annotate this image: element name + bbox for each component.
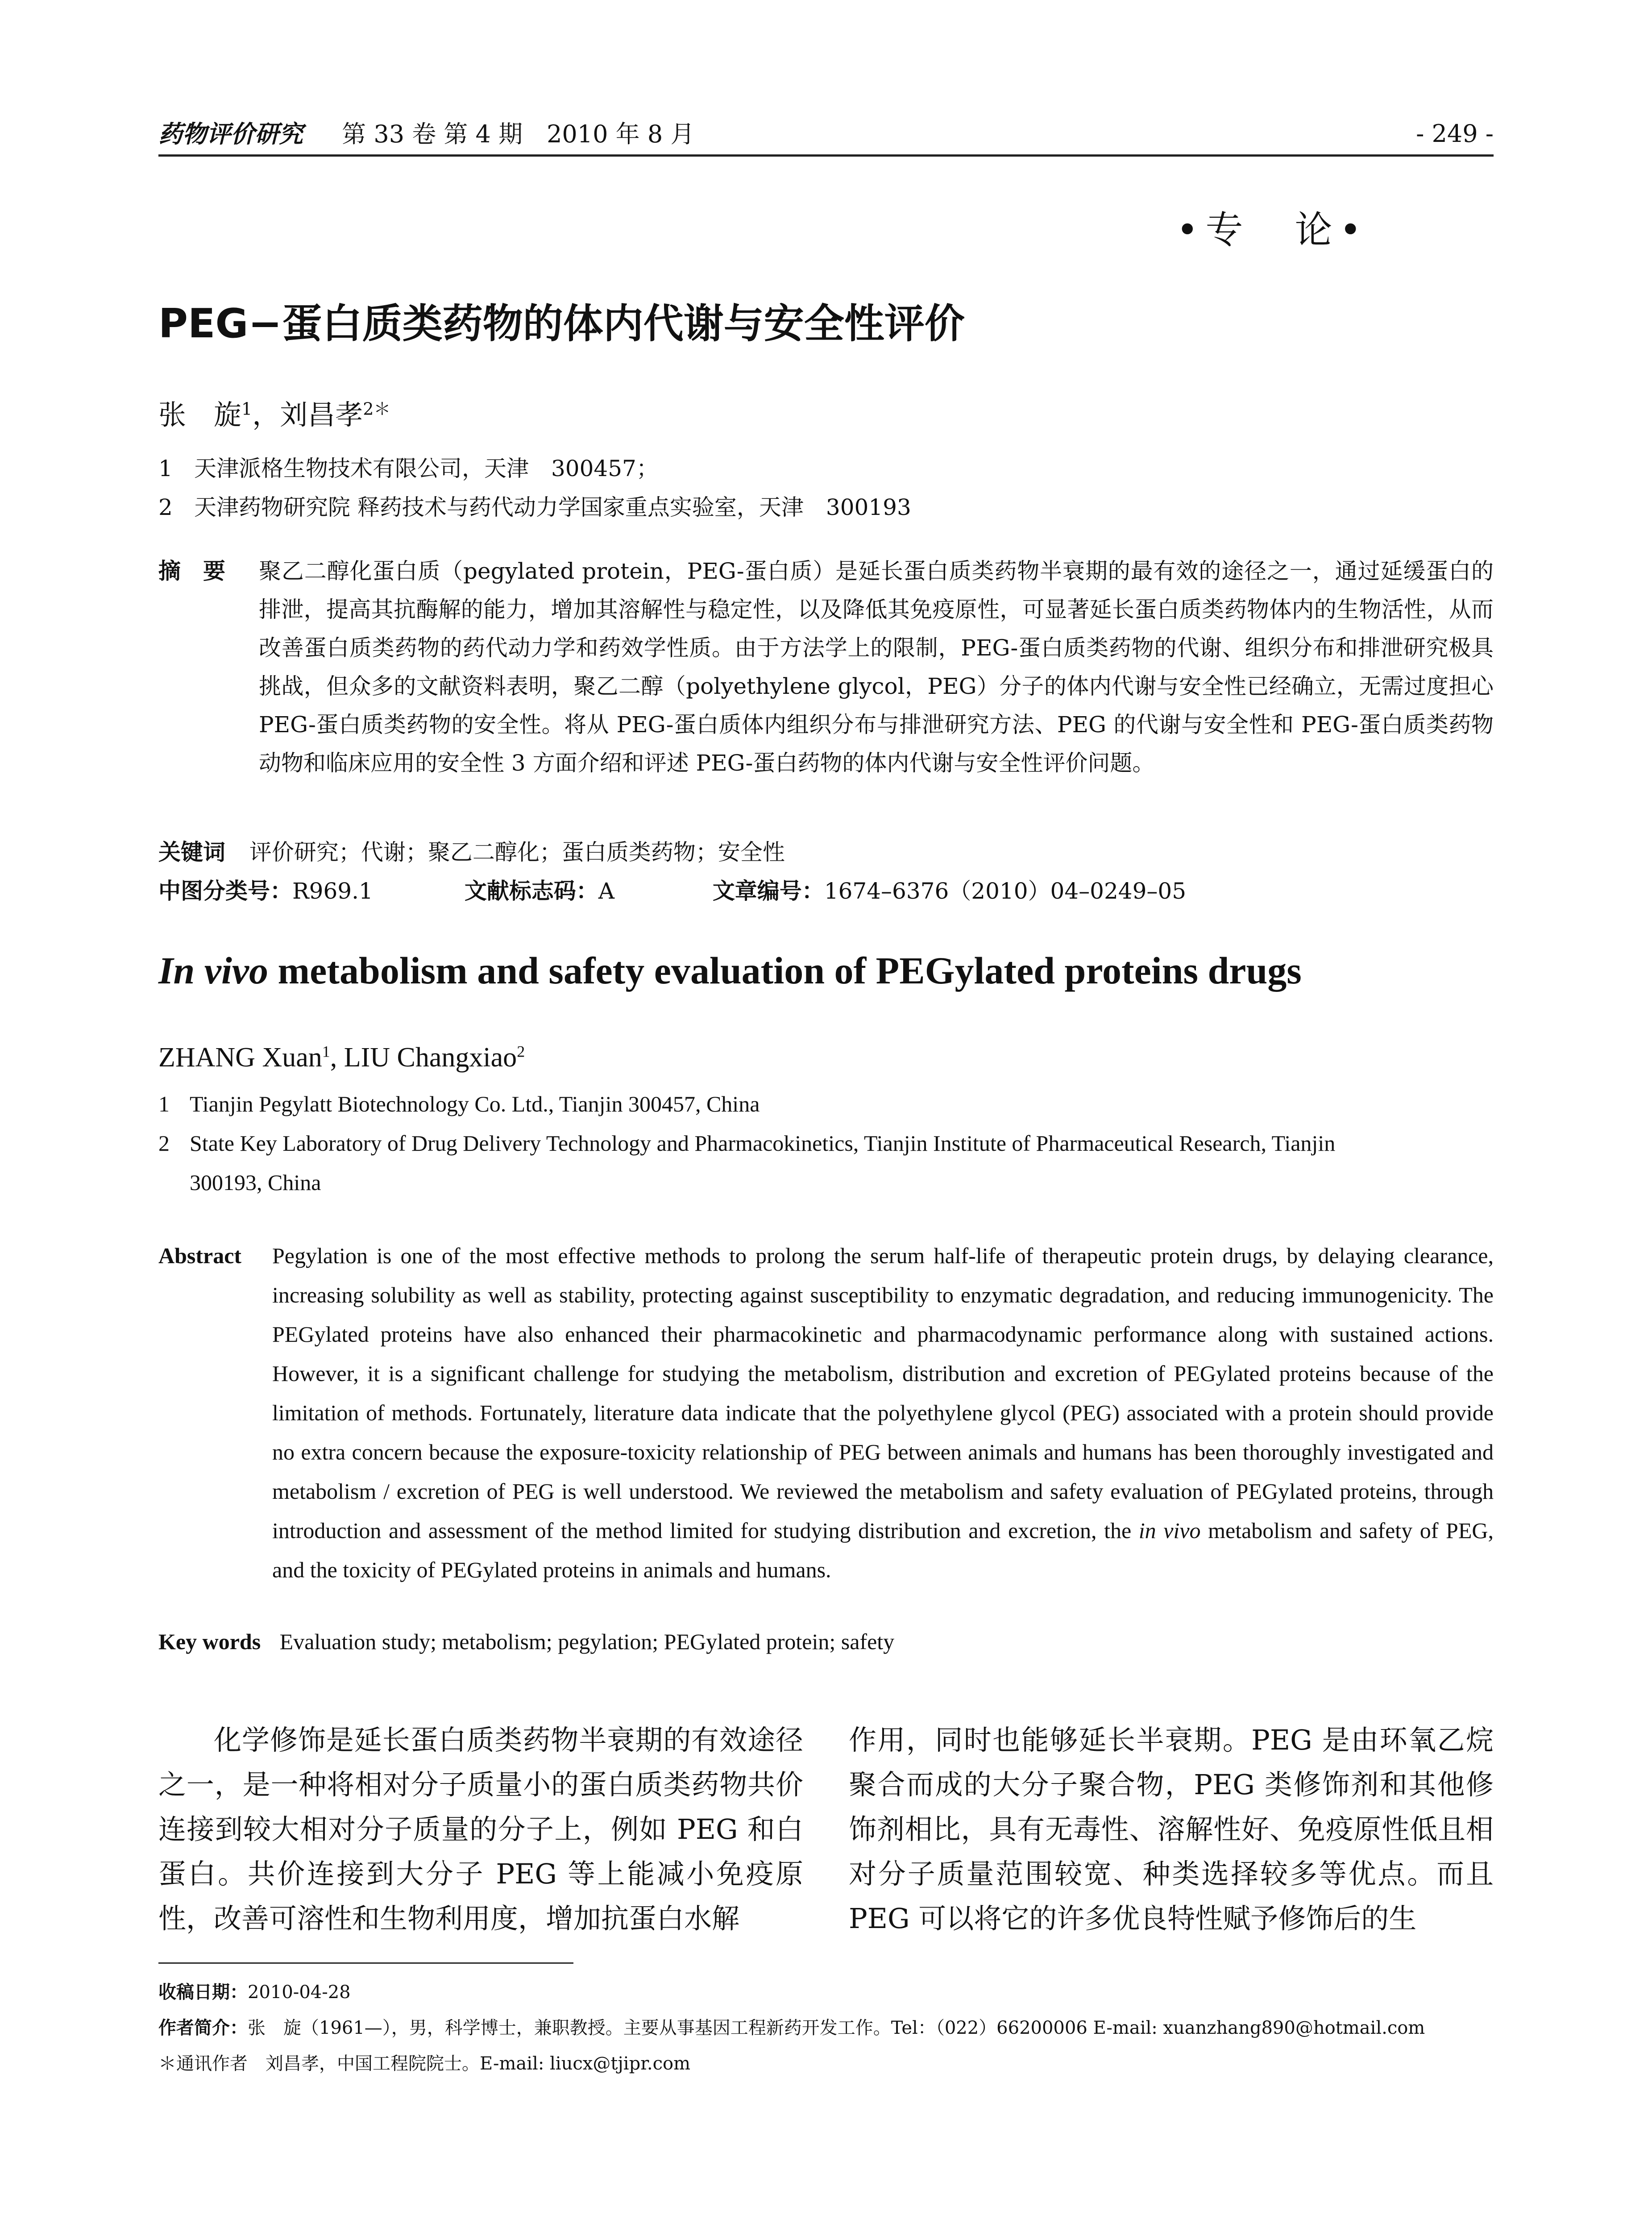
abstract-label: 摘 要 xyxy=(158,558,225,584)
authors-cn xyxy=(158,393,390,432)
affiliation-cn xyxy=(158,489,911,522)
footnote-received xyxy=(158,1974,1494,2010)
article-number-label: 文章编号： xyxy=(712,878,824,904)
clc-value: R969.1 xyxy=(292,878,373,904)
abstract-italic-term: in vivo xyxy=(1138,1518,1201,1543)
footnote-corresponding: ＊通讯作者 刘昌孝，中国工程院院士。E-mail: liucx@tjipr.com xyxy=(158,2053,691,2074)
affiliation-number: 2 xyxy=(158,1131,170,1156)
body-column-left: 化学修饰是延长蛋白质类药物半衰期的有效途径之一，是一种将相对分子质量小的蛋白质类药物共价连接到较大相对分子质量的分子上，例如 PEG 和白蛋白。共价连接到大分子 PEG 等上能减小免疫原性，改善可溶性和生物利用度，增加抗蛋白水解 xyxy=(158,1724,803,1935)
affiliation-text-continued: 300193, China xyxy=(190,1170,321,1195)
keywords-cn xyxy=(158,834,785,867)
abstract-label: Abstract xyxy=(158,1243,242,1268)
abstract-text: 聚乙二醇化蛋白质（pegylated protein，PEG-蛋白质）是延长蛋白质类药物半衰期的最有效的途径之一，通过延缓蛋白的排泄，提高其抗酶解的能力，增加其溶解性与稳定性，以及降低其免疫原性，可显著延长蛋白质类药物体内的生物活性，从而改善蛋白质类药物的药代动力学和药效学性质。由于方法学上的限制，PEG-蛋白质类药物的代谢、组织分布和排泄研究极具挑战，但众多的文献资料表明，聚乙二醇（polyethylene glycol，PEG）分子的体内代谢与安全性已经确立，无需过度担心 PEG-蛋白质类药物的安全性。将从 PEG-蛋白质体内组织分布与排泄研究方法、PEG 的代谢与安全性和 PEG-蛋白质类药物动物和临床应用的安全性 3 方面介绍和评述 PEG-蛋白药物的体内代谢与安全性评价问题。 xyxy=(259,558,1494,776)
footnote-author-bio xyxy=(158,2010,1494,2046)
issue-info: 第 33 卷 第 4 期 2010 年 8 月 xyxy=(342,120,695,148)
affiliation-number: 1 xyxy=(158,1091,170,1116)
abstract-text-part: metabolism and safety of PEG, and the toxicity of PEGylated proteins in animals and humans. xyxy=(272,1518,1494,1582)
classification-line xyxy=(158,873,1186,905)
author-name: 刘昌孝 xyxy=(280,398,363,431)
title-cn: PEG−蛋白质类药物的体内代谢与安全性评价 xyxy=(158,300,965,347)
abstract-text-part: Pegylation is one of the most effective methods to prolong the serum half-life of therapeutic protein drugs, by delaying clearance, increasing solubility as well as stability, protecting against susceptibility to enzymatic degradation, and reducing immunogenicity. The PEGylated proteins have also enhanced their pharmacokinetic and pharmacodynamic performance along with sustained actions. However, it is a significant challenge for studying the metabolism, distribution and excretion of PEGylated proteins because of the limitation of methods. Fortunately, literature data indicate that the polyethylene glycol (PEG) associated with a protein should provide no extra concern because the exposure-toxicity relationship of PEG between animals and humans has been thoroughly investigated and metabolism / excretion of PEG is well understood. We reviewed the metabolism and safety evaluation of PEGylated proteins, through introduction and assessment of the method limited for studying distribution and excretion, the xyxy=(272,1243,1494,1543)
footnote-divider xyxy=(158,1962,573,1964)
author-bio-label: 作者简介： xyxy=(158,2018,248,2038)
keywords-text: Evaluation study; metabolism; pegylation; PEGylated protein; safety xyxy=(279,1629,895,1654)
affiliation-number: 2 xyxy=(158,494,173,520)
affiliation-text: Tianjin Pegylatt Biotechnology Co. Ltd., Tianjin 300457, China xyxy=(190,1091,760,1116)
author-affiliation-mark: 1 xyxy=(241,399,253,419)
title-en-rest: metabolism and safety evaluation of PEGylated proteins drugs xyxy=(268,949,1302,992)
abstract-en xyxy=(158,1236,1494,1589)
clc-label: 中图分类号： xyxy=(158,878,292,904)
abstract-text xyxy=(272,1236,1494,1589)
affiliation-text: 天津派格生物技术有限公司，天津 300457； xyxy=(194,456,659,481)
abstract-cn xyxy=(158,552,1494,782)
author-affiliation-mark: 1 xyxy=(322,1042,330,1061)
title-en-italic: In vivo xyxy=(158,949,269,992)
author-affiliation-mark: 2＊ xyxy=(363,399,391,419)
affiliation-en xyxy=(158,1084,1494,1124)
author-bio-text: 张 旋（1961—），男，科学博士，兼职教授。主要从事基因工程新药开发工作。Tel：（022）66200006 E-mail: xuanzhang890@hotmail.com xyxy=(248,2018,1425,2038)
received-date: 2010-04-28 xyxy=(248,1982,351,2003)
article-number-value: 1674–6376（2010）04–0249–05 xyxy=(824,878,1187,904)
keywords-label: 关键词 xyxy=(158,839,225,865)
doc-code-value: A xyxy=(598,878,615,904)
journal-name: 药物评价研究 xyxy=(158,120,303,148)
author-name: ZHANG Xuan xyxy=(158,1042,322,1073)
keywords-label: Key words xyxy=(158,1629,261,1654)
author-affiliation-mark: 2 xyxy=(517,1042,525,1061)
title-en xyxy=(158,948,1302,993)
received-label: 收稿日期： xyxy=(158,1982,248,2003)
author-name: 张 旋 xyxy=(158,398,242,431)
affiliation-number: 1 xyxy=(158,456,173,481)
author-separator: ， xyxy=(252,398,280,431)
affiliation-en xyxy=(158,1124,1494,1202)
authors-en xyxy=(158,1042,525,1074)
author-name: LIU Changxiao xyxy=(344,1042,517,1073)
column-tag: •专 论• xyxy=(1176,208,1369,252)
affiliation-text: 天津药物研究院 释药技术与药代动力学国家重点实验室，天津 300193 xyxy=(194,494,911,520)
keywords-en xyxy=(158,1629,894,1655)
affiliation-text: State Key Laboratory of Drug Delivery Technology and Pharmacokinetics, Tianjin Institute of Pharmaceutical Research, Tianjin xyxy=(190,1131,1336,1156)
doc-code-label: 文献标志码： xyxy=(464,878,598,904)
page-number: - 249 - xyxy=(1416,120,1494,148)
running-header xyxy=(158,113,1494,157)
author-separator: , xyxy=(330,1042,344,1073)
body-column-right: 作用，同时也能够延长半衰期。PEG 是由环氧乙烷聚合而成的大分子聚合物，PEG 类修饰剂和其他修饰剂相比，具有无毒性、溶解性好、免疫原性低且相对分子质量范围较宽、种类选择较多等优点。而且 PEG 可以将它的许多优良特性赋予修饰后的生 xyxy=(849,1724,1494,1935)
affiliation-cn xyxy=(158,451,659,483)
keywords-text: 评价研究；代谢；聚乙二醇化；蛋白质类药物；安全性 xyxy=(249,839,785,865)
